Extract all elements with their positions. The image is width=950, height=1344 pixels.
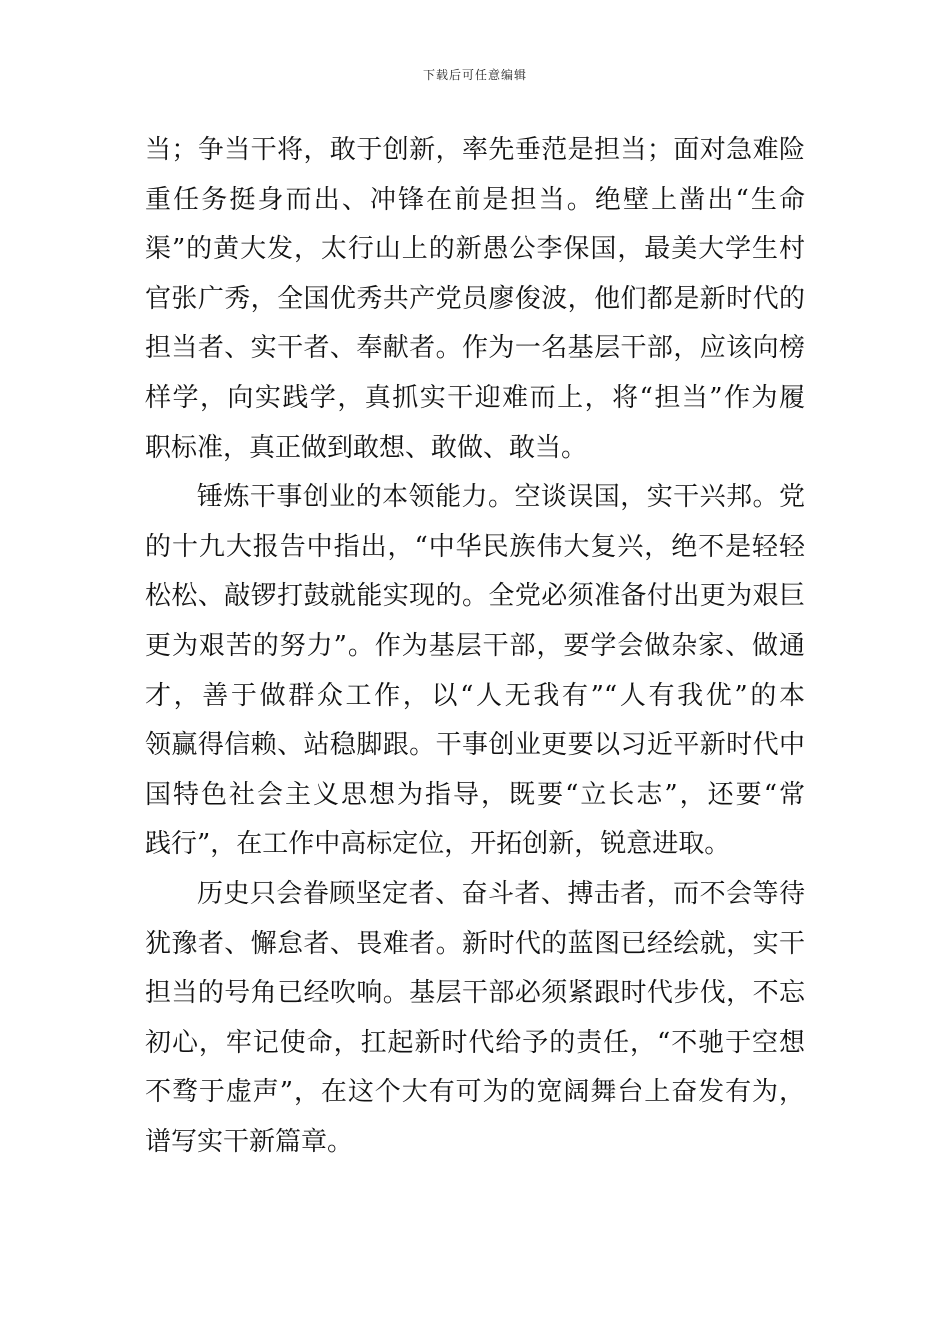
text-line: 犹豫者、懈怠者、畏难者。新时代的蓝图已经绘就，实干 — [145, 928, 805, 959]
text-line: 渠”的黄大发，太行山上的新愚公李保国，最美大学生村 — [145, 234, 805, 265]
page-header: 下载后可任意编辑 — [422, 68, 527, 82]
text-line: 更为艰苦的努力”。作为基层干部，要学会做杂家、做通 — [145, 630, 805, 661]
document-body — [145, 126, 805, 1167]
text-line: 初心，牢记使命，扛起新时代给予的责任，“不驰于空想 — [145, 1027, 805, 1058]
text-line: 官张广秀，全国优秀共产党员廖俊波，他们都是新时代的 — [145, 283, 805, 314]
text-line: 当；争当干将，敢于创新，率先垂范是担当；面对急难险 — [145, 135, 805, 165]
text-line: 锤炼干事创业的本领能力。空谈误国，实干兴邦。党 — [197, 482, 805, 513]
text-line: 国特色社会主义思想为指导，既要“立长志”，还要“常 — [145, 779, 805, 810]
text-line: 的十九大报告中指出，“中华民族伟大复兴，绝不是轻轻 — [145, 531, 805, 562]
text-line: 不骛于虚声”，在这个大有可为的宽阔舞台上奋发有为， — [145, 1077, 805, 1108]
text-line: 松松、敲锣打鼓就能实现的。全党必须准备付出更为艰巨 — [145, 581, 805, 612]
text-line: 才，善于做群众工作，以“人无我有”“人有我优”的本 — [145, 680, 805, 711]
text-line: 谱写实干新篇章。 — [145, 1126, 354, 1157]
text-line: 担当的号角已经吹响。基层干部必须紧跟时代步伐，不忘 — [145, 978, 805, 1009]
text-line: 职标准，真正做到敢想、敢做、敢当。 — [145, 432, 588, 463]
text-line: 历史只会眷顾坚定者、奋斗者、搏击者，而不会等待 — [197, 878, 805, 909]
text-line: 重任务挺身而出、冲锋在前是担当。绝壁上凿出“生命 — [145, 184, 805, 215]
text-line: 担当者、实干者、奉献者。作为一名基层干部，应该向榜 — [145, 333, 805, 364]
text-line: 样学，向实践学，真抓实干迎难而上，将“担当”作为履 — [145, 382, 805, 413]
text-line: 践行”，在工作中高标定位，开拓创新，锐意进取。 — [145, 829, 731, 860]
paragraph-2 — [145, 473, 805, 870]
paragraph-1 — [145, 126, 805, 473]
text-line: 领赢得信赖、站稳脚跟。干事创业更要以习近平新时代中 — [145, 730, 805, 761]
paragraph-3 — [145, 870, 805, 1168]
